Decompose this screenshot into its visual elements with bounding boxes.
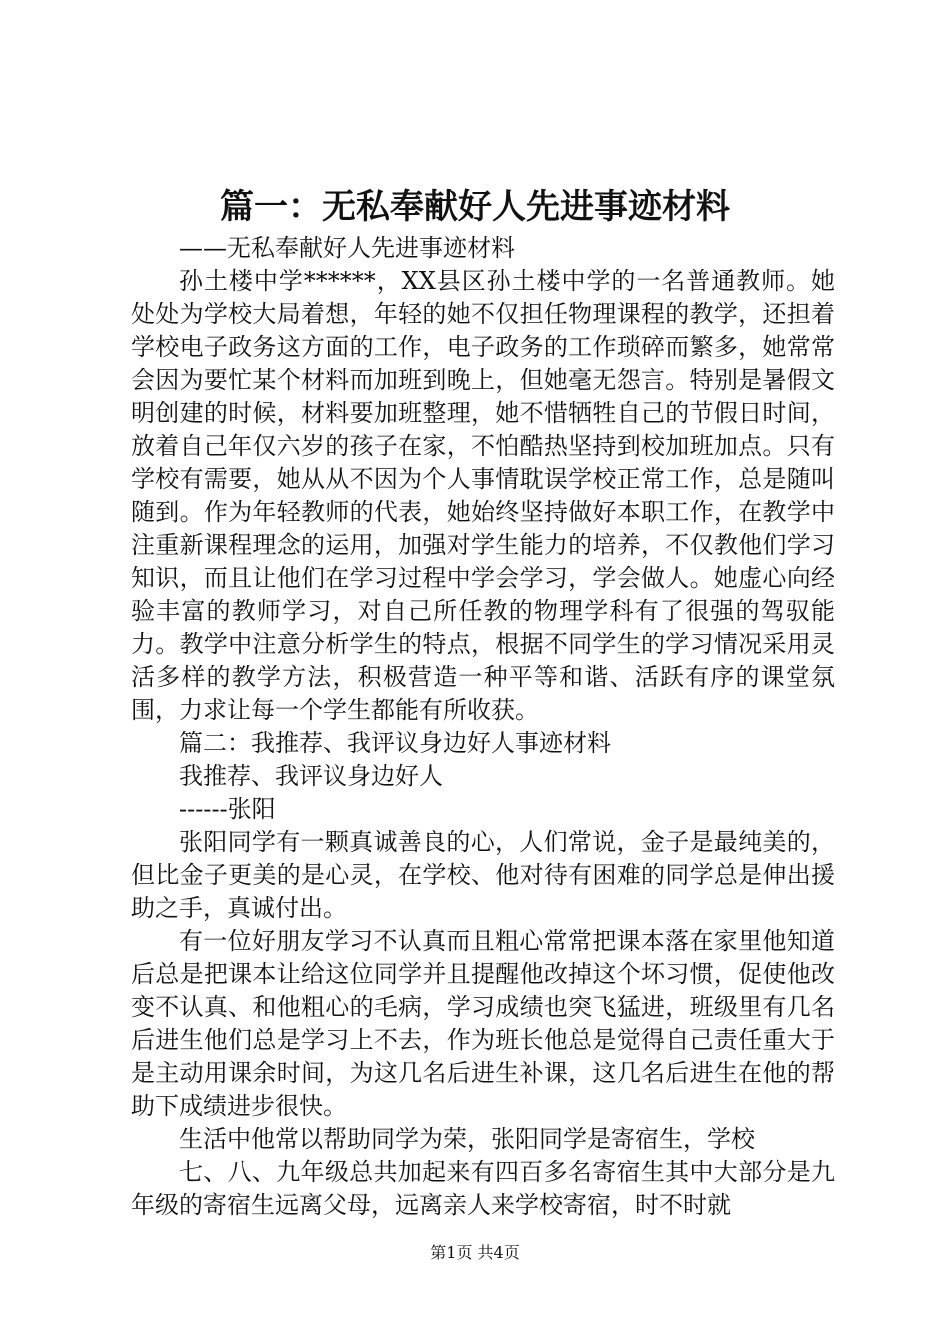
paragraph-teacher-story: 孙土楼中学******，XX县区孙土楼中学的一名普通教师。她处处为学校大局着想，年轻的她不仅担任物理课程的教学，还担着学校电子政务这方面的工作，电子政务的工作琐碎而繁多，她常常会因为要忙某个材料而加班到晚上，但她毫无怨言。特别是暑假文明创建的时候，材料要加班整理，她不惜牺牲自己的节假日时间，放着自己年仅六岁的孩子在家，不怕酷热坚持到校加班加点。只有学校有需要，她从从不因为个人事情耽误学校正常工作，总是随叫随到。作为年轻教师的代表，她始终坚持做好本职工作，在教学中注重新课程理念的运用，加强对学生能力的培养，不仅教他们学习知识，而且让他们在学习过程中学会学习，学会做人。她虚心向经验丰富的教师学习，对自己所任教的物理学科有了很强的驾驭能力。教学中注意分析学生的特点，根据不同学生的学习情况采用灵活多样的教学方法，积极营造一种平等和谐、活跃有序的课堂氛围，力求让每一个学生都能有所收获。	[131, 267, 835, 724]
paragraph-subtitle: ——无私奉献好人先进事迹材料	[179, 234, 515, 262]
paragraph-author: ------张阳	[179, 795, 276, 823]
document-title: 篇一：无私奉献好人先进事迹材料	[220, 187, 730, 227]
paragraph-helping-classmates: 有一位好朋友学习不认真而且粗心常常把课本落在家里他知道后总是把课本让给这位同学并且提醒他改掉这个坏习惯，促使他改变不认真、和他粗心的毛病，学习成绩也突飞猛进，班级里有几名后进生他们总是学习上不去，作为班长他总是觉得自己责任重大于是主动用课余时间，为这几名后进生补课，这几名后进生在他的帮助下成绩进步很快。	[131, 927, 835, 1120]
paragraph-kind-heart: 张阳同学有一颗真诚善良的心，人们常说，金子是最纯美的，但比金子更美的是心灵，在学校、他对待有困难的同学总是伸出援助之手，真诚付出。	[131, 828, 835, 922]
page-number-footer: 第1页 共4页	[430, 1243, 520, 1262]
document-body	[131, 232, 835, 1222]
paragraph-boarding-student: 生活中他常以帮助同学为荣，张阳同学是寄宿生，学校	[179, 1125, 755, 1153]
paragraph-boarding-continued: 七、八、九年级总共加起来有四百多名寄宿生其中大部分是九年级的寄宿生远离父母，远离亲人来学校寄宿，时不时就	[131, 1158, 835, 1219]
paragraph-section-two-heading: 篇二：我推荐、我评议身边好人事迹材料	[179, 729, 611, 757]
paragraph-section-two-subtitle: 我推荐、我评议身边好人	[179, 762, 443, 790]
